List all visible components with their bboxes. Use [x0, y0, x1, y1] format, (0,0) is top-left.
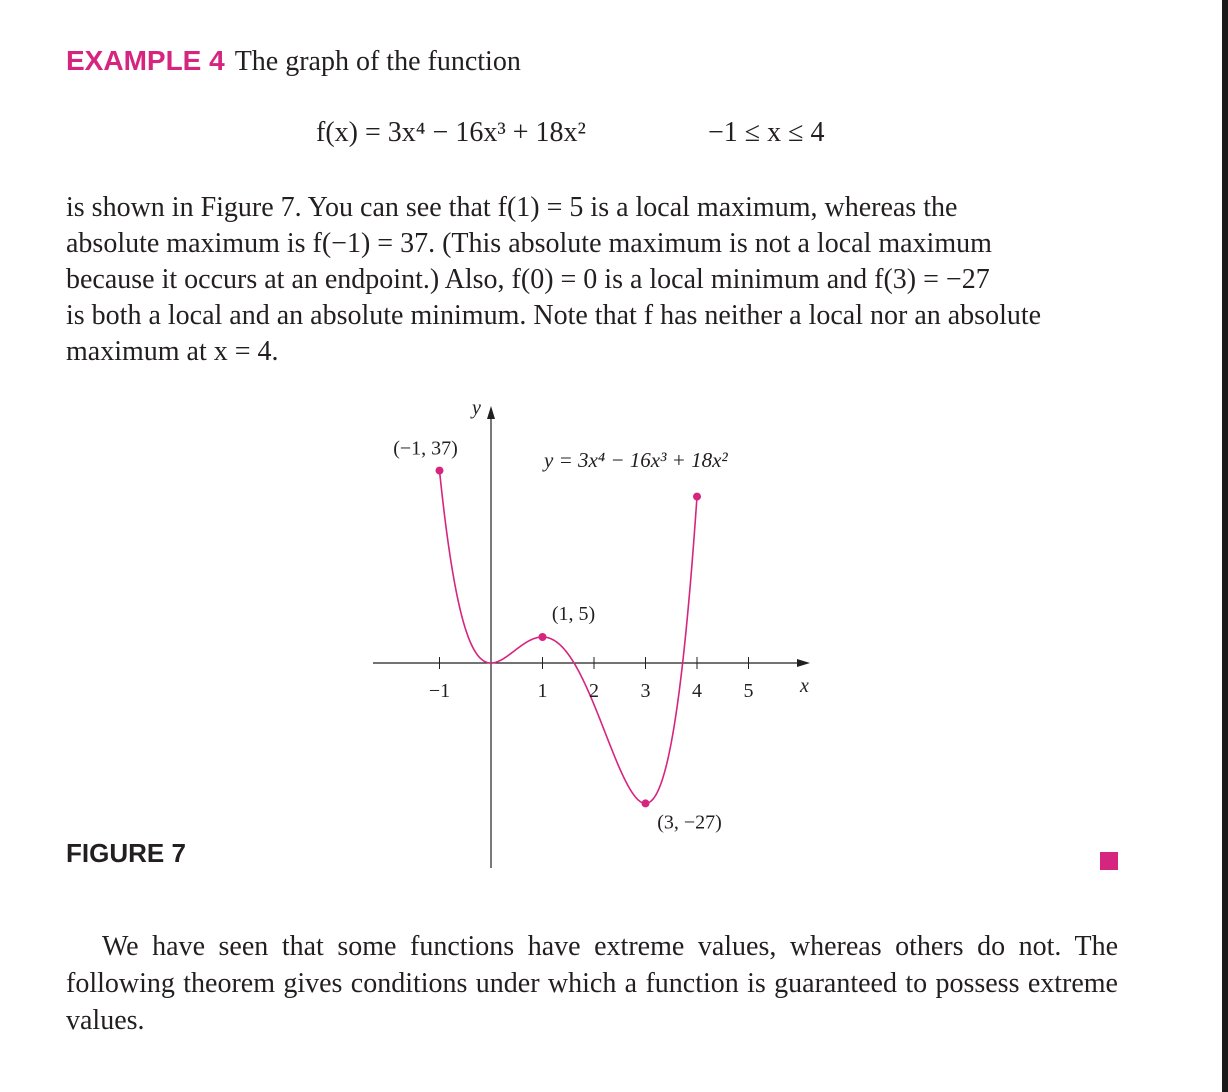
- x-tick-label: 1: [537, 680, 548, 702]
- point-label: (1, 5): [551, 603, 596, 625]
- key-point-marker: [539, 633, 547, 641]
- x-axis-label: x: [800, 675, 809, 697]
- x-tick-label: 3: [640, 680, 651, 702]
- y-axis-label: y: [472, 397, 481, 419]
- paragraph-line: absolute maximum is f(−1) = 37. (This absolute maximum is not a local maximum: [66, 228, 992, 259]
- example-intro: The graph of the function: [234, 46, 521, 77]
- graph-labels: [393, 397, 809, 833]
- figure-label: FIGURE 7: [66, 838, 186, 868]
- x-tick-label: 4: [692, 680, 702, 702]
- paragraph-line: is both a local and an absolute minimum. Note that f has neither a local nor an absolute: [66, 300, 1042, 331]
- paragraph-line: is shown in Figure 7. You can see that f(1) = 5 is a local maximum, whereas the: [66, 192, 958, 223]
- key-points: [436, 467, 702, 808]
- point-label: (3, −27): [657, 811, 722, 834]
- x-axis-arrow-icon: [797, 659, 810, 667]
- x-tick-label: 5: [743, 680, 754, 702]
- function-definition: f(x) = 3x⁴ − 16x³ + 18x²: [316, 117, 586, 148]
- y-axis-arrow-icon: [487, 406, 495, 419]
- key-point-marker: [642, 799, 650, 807]
- closing-text: We have seen that some functions have extreme values, whereas others do not. The following theorem gives conditions under which a function is guaranteed to possess extreme values.: [66, 931, 1118, 1036]
- example-label: EXAMPLE 4: [66, 45, 225, 76]
- key-point-marker: [693, 493, 701, 501]
- point-label: (−1, 37): [393, 437, 458, 460]
- equation-label: y = 3x⁴ − 16x³ + 18x²: [544, 448, 728, 472]
- x-tick-label: −1: [428, 680, 451, 702]
- closing-paragraph: [66, 928, 1118, 1039]
- function-domain: −1 ≤ x ≤ 4: [708, 117, 825, 148]
- key-point-marker: [436, 467, 444, 475]
- x-tick-label: 2: [589, 680, 599, 702]
- axes: [373, 406, 810, 868]
- end-of-example-mark: [1100, 852, 1118, 870]
- paragraph-line: because it occurs at an endpoint.) Also, f(0) = 0 is a local minimum and f(3) = −27: [66, 264, 990, 295]
- function-curve: [440, 471, 698, 804]
- paragraph-line: maximum at x = 4.: [66, 336, 279, 367]
